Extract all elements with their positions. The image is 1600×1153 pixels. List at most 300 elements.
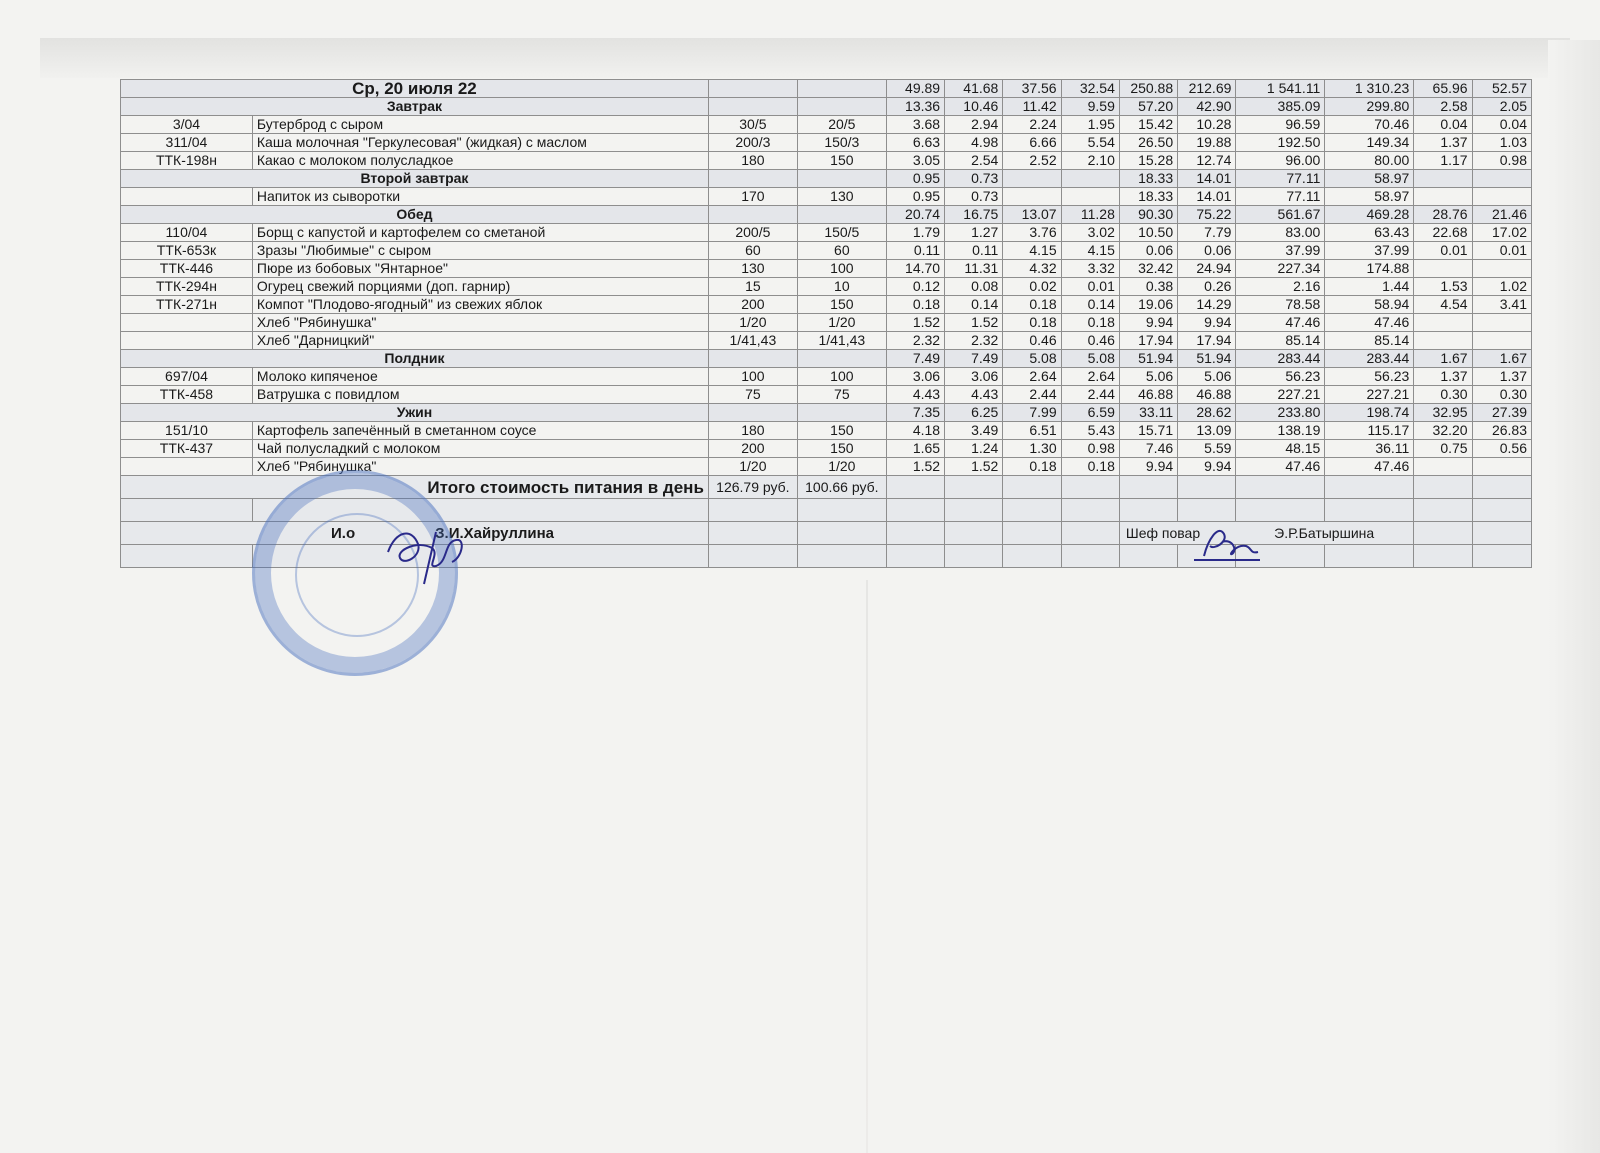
value-cell: 3.06 (945, 368, 1003, 386)
dish-name: Каша молочная "Геркулесовая" (жидкая) с маслом (252, 134, 708, 152)
value-cell: 0.11 (945, 242, 1003, 260)
portion-younger: 75 (797, 386, 886, 404)
recipe-code: 697/04 (121, 368, 253, 386)
value-cell: 20.74 (886, 206, 944, 224)
portion-younger: 150 (797, 152, 886, 170)
value-cell: 0.12 (886, 278, 944, 296)
value-cell: 1.67 (1414, 350, 1472, 368)
value-cell: 17.94 (1178, 332, 1236, 350)
value-cell: 5.54 (1061, 134, 1119, 152)
value-cell: 28.62 (1178, 404, 1236, 422)
portion-older: 75 (708, 386, 797, 404)
empty-cell (1061, 545, 1119, 568)
value-cell: 283.44 (1236, 350, 1325, 368)
recipe-code: 311/04 (121, 134, 253, 152)
empty-cell (1061, 522, 1119, 545)
dish-name: Огурец свежий порциями (доп. гарнир) (252, 278, 708, 296)
value-cell: 77.11 (1236, 188, 1325, 206)
value-cell: 2.94 (945, 116, 1003, 134)
value-cell: 0.46 (1003, 332, 1061, 350)
cost-older: 126.79 руб. (708, 476, 797, 499)
value-cell: 3.68 (886, 116, 944, 134)
value-cell: 283.44 (1325, 350, 1414, 368)
empty-cell (708, 522, 797, 545)
dish-row (121, 242, 1532, 260)
dish-name: Пюре из бобовых "Янтарное" (252, 260, 708, 278)
empty-cell (1472, 499, 1531, 522)
recipe-code: ТТК-446 (121, 260, 253, 278)
value-cell: 10.50 (1119, 224, 1177, 242)
value-cell (1472, 458, 1531, 476)
value-cell: 14.01 (1178, 170, 1236, 188)
dish-name: Борщ с капустой и картофелем со сметаной (252, 224, 708, 242)
empty-cell (1178, 545, 1236, 568)
value-cell: 3.49 (945, 422, 1003, 440)
value-cell: 9.94 (1178, 314, 1236, 332)
empty-cell (1325, 476, 1414, 499)
total-cost-row (121, 476, 1532, 499)
value-cell: 26.83 (1472, 422, 1531, 440)
value-cell: 3.06 (886, 368, 944, 386)
section-header-row (121, 170, 1532, 188)
empty-cell (1178, 476, 1236, 499)
dish-name: Напиток из сыворотки (252, 188, 708, 206)
recipe-code: ТТК-198н (121, 152, 253, 170)
empty-cell (1414, 499, 1472, 522)
value-cell: 1.37 (1414, 368, 1472, 386)
signer-right-role: Шеф повар (1125, 524, 1201, 541)
portion-older: 30/5 (708, 116, 797, 134)
value-cell: 48.15 (1236, 440, 1325, 458)
empty-cell (1061, 499, 1119, 522)
value-cell (1472, 332, 1531, 350)
empty-cell (886, 522, 944, 545)
value-cell: 5.59 (1178, 440, 1236, 458)
value-cell: 2.16 (1236, 278, 1325, 296)
value-cell: 6.25 (945, 404, 1003, 422)
value-cell: 63.43 (1325, 224, 1414, 242)
portion-younger: 1/20 (797, 458, 886, 476)
empty-cell (1472, 522, 1531, 545)
value-cell: 15.71 (1119, 422, 1177, 440)
value-cell: 18.33 (1119, 188, 1177, 206)
value-cell: 5.08 (1061, 350, 1119, 368)
value-cell: 42.90 (1178, 98, 1236, 116)
value-cell: 299.80 (1325, 98, 1414, 116)
value-cell: 32.42 (1119, 260, 1177, 278)
value-cell: 47.46 (1236, 458, 1325, 476)
value-cell: 46.88 (1119, 386, 1177, 404)
value-cell: 78.58 (1236, 296, 1325, 314)
value-cell: 80.00 (1325, 152, 1414, 170)
recipe-code (121, 314, 253, 332)
signer-right-name: Э.Р.Батыршина (1274, 524, 1375, 541)
recipe-code (121, 458, 253, 476)
value-cell: 0.11 (886, 242, 944, 260)
value-cell: 19.88 (1178, 134, 1236, 152)
value-cell: 9.59 (1061, 98, 1119, 116)
empty-cell (945, 545, 1003, 568)
recipe-code: 110/04 (121, 224, 253, 242)
value-cell: 3.05 (886, 152, 944, 170)
recipe-code: ТТК-437 (121, 440, 253, 458)
value-cell: 18.33 (1119, 170, 1177, 188)
empty-cell (708, 170, 797, 188)
value-cell: 227.21 (1325, 386, 1414, 404)
portion-younger: 10 (797, 278, 886, 296)
value-cell: 13.36 (886, 98, 944, 116)
dish-name: Картофель запечённый в сметанном соусе (252, 422, 708, 440)
empty-cell (1236, 545, 1325, 568)
value-cell: 77.11 (1236, 170, 1325, 188)
value-cell: 1.02 (1472, 278, 1531, 296)
portion-younger: 100 (797, 368, 886, 386)
value-cell: 2.05 (1472, 98, 1531, 116)
value-cell: 9.94 (1119, 458, 1177, 476)
value-cell: 3.76 (1003, 224, 1061, 242)
value-cell: 6.63 (886, 134, 944, 152)
empty-cell (797, 522, 886, 545)
spacer-row (121, 545, 1532, 568)
value-cell: 32.95 (1414, 404, 1472, 422)
section-title: Обед (121, 206, 709, 224)
value-cell: 0.18 (1061, 314, 1119, 332)
empty-cell (708, 404, 797, 422)
portion-older: 200 (708, 440, 797, 458)
value-cell: 85.14 (1325, 332, 1414, 350)
empty-cell (1119, 476, 1177, 499)
value-cell: 0.06 (1178, 242, 1236, 260)
value-cell: 2.44 (1003, 386, 1061, 404)
value-cell: 0.18 (1003, 458, 1061, 476)
cost-younger: 100.66 руб. (797, 476, 886, 499)
value-cell: 385.09 (1236, 98, 1325, 116)
total-cost-label: Итого стоимость питания в день (121, 476, 709, 499)
value-cell: 0.04 (1472, 116, 1531, 134)
value-cell: 2.44 (1061, 386, 1119, 404)
section-title: Ужин (121, 404, 709, 422)
empty-cell (1472, 545, 1531, 568)
section-title: Второй завтрак (121, 170, 709, 188)
value-cell: 0.38 (1119, 278, 1177, 296)
portion-younger: 100 (797, 260, 886, 278)
value-cell: 4.98 (945, 134, 1003, 152)
value-cell: 250.88 (1119, 80, 1177, 98)
value-cell: 51.94 (1119, 350, 1177, 368)
empty-cell (886, 545, 944, 568)
value-cell (1414, 332, 1472, 350)
value-cell (1414, 188, 1472, 206)
value-cell: 1.30 (1003, 440, 1061, 458)
section-header-row (121, 404, 1532, 422)
value-cell (1414, 170, 1472, 188)
portion-younger: 150 (797, 422, 886, 440)
empty-cell (797, 499, 886, 522)
value-cell: 1.17 (1414, 152, 1472, 170)
value-cell (1003, 170, 1061, 188)
value-cell: 227.34 (1236, 260, 1325, 278)
empty-cell (1472, 476, 1531, 499)
value-cell (1003, 188, 1061, 206)
value-cell: 1.37 (1472, 368, 1531, 386)
empty-cell (1119, 499, 1177, 522)
value-cell: 1.65 (886, 440, 944, 458)
dish-row (121, 278, 1532, 296)
dish-name: Зразы "Любимые" с сыром (252, 242, 708, 260)
spacer-row (121, 499, 1532, 522)
empty-cell (708, 206, 797, 224)
value-cell: 13.07 (1003, 206, 1061, 224)
value-cell: 32.54 (1061, 80, 1119, 98)
value-cell: 0.01 (1414, 242, 1472, 260)
empty-cell (945, 499, 1003, 522)
value-cell: 198.74 (1325, 404, 1414, 422)
value-cell: 96.00 (1236, 152, 1325, 170)
value-cell: 2.58 (1414, 98, 1472, 116)
dish-row (121, 134, 1532, 152)
value-cell: 5.06 (1178, 368, 1236, 386)
value-cell: 0.26 (1178, 278, 1236, 296)
empty-cell (1236, 476, 1325, 499)
empty-cell (797, 98, 886, 116)
empty-cell (1325, 499, 1414, 522)
value-cell: 90.30 (1119, 206, 1177, 224)
value-cell: 10.46 (945, 98, 1003, 116)
empty-cell (1003, 545, 1061, 568)
value-cell (1472, 314, 1531, 332)
portion-older: 200 (708, 296, 797, 314)
value-cell: 47.46 (1325, 314, 1414, 332)
menu-table (120, 79, 1532, 568)
value-cell: 51.94 (1178, 350, 1236, 368)
value-cell: 7.35 (886, 404, 944, 422)
value-cell (1061, 170, 1119, 188)
value-cell: 1 310.23 (1325, 80, 1414, 98)
portion-older: 1/41,43 (708, 332, 797, 350)
value-cell: 46.88 (1178, 386, 1236, 404)
dish-row (121, 296, 1532, 314)
empty-cell (708, 98, 797, 116)
value-cell: 174.88 (1325, 260, 1414, 278)
dish-row (121, 422, 1532, 440)
value-cell: 1.37 (1414, 134, 1472, 152)
value-cell: 4.15 (1061, 242, 1119, 260)
portion-older: 200/5 (708, 224, 797, 242)
empty-cell (797, 350, 886, 368)
value-cell: 16.75 (945, 206, 1003, 224)
value-cell: 37.99 (1325, 242, 1414, 260)
value-cell: 0.73 (945, 170, 1003, 188)
value-cell: 37.99 (1236, 242, 1325, 260)
value-cell: 1.79 (886, 224, 944, 242)
dish-row (121, 152, 1532, 170)
value-cell: 1.24 (945, 440, 1003, 458)
value-cell (1414, 458, 1472, 476)
value-cell: 1.52 (886, 314, 944, 332)
portion-older: 170 (708, 188, 797, 206)
value-cell: 41.68 (945, 80, 1003, 98)
value-cell: 2.52 (1003, 152, 1061, 170)
value-cell: 9.94 (1178, 458, 1236, 476)
value-cell: 0.95 (886, 188, 944, 206)
portion-older: 15 (708, 278, 797, 296)
value-cell: 22.68 (1414, 224, 1472, 242)
value-cell: 3.02 (1061, 224, 1119, 242)
dish-row (121, 386, 1532, 404)
dish-row (121, 260, 1532, 278)
dish-row (121, 332, 1532, 350)
value-cell: 192.50 (1236, 134, 1325, 152)
value-cell: 27.39 (1472, 404, 1531, 422)
signature-left-block (121, 522, 709, 545)
value-cell: 12.74 (1178, 152, 1236, 170)
dish-name: Бутерброд с сыром (252, 116, 708, 134)
value-cell: 37.56 (1003, 80, 1061, 98)
value-cell: 4.43 (886, 386, 944, 404)
empty-cell (1003, 476, 1061, 499)
value-cell: 0.14 (1061, 296, 1119, 314)
empty-cell (797, 80, 886, 98)
dish-name: Какао с молоком полусладкое (252, 152, 708, 170)
portion-older: 100 (708, 368, 797, 386)
value-cell: 5.06 (1119, 368, 1177, 386)
signer-left-name: З.И.Хайруллина (435, 524, 554, 542)
portion-younger: 150 (797, 440, 886, 458)
value-cell: 4.54 (1414, 296, 1472, 314)
value-cell (1414, 314, 1472, 332)
value-cell: 52.57 (1472, 80, 1531, 98)
dish-row (121, 188, 1532, 206)
value-cell: 32.20 (1414, 422, 1472, 440)
value-cell: 56.23 (1325, 368, 1414, 386)
value-cell: 0.30 (1414, 386, 1472, 404)
value-cell: 0.06 (1119, 242, 1177, 260)
value-cell: 4.32 (1003, 260, 1061, 278)
empty-cell (1414, 545, 1472, 568)
value-cell: 1.27 (945, 224, 1003, 242)
dish-name: Молоко кипяченое (252, 368, 708, 386)
portion-older: 130 (708, 260, 797, 278)
value-cell: 58.97 (1325, 170, 1414, 188)
portion-older: 1/20 (708, 458, 797, 476)
recipe-code: ТТК-458 (121, 386, 253, 404)
dish-name: Чай полусладкий с молоком (252, 440, 708, 458)
value-cell: 9.94 (1119, 314, 1177, 332)
dish-name: Хлеб "Рябинушка" (252, 458, 708, 476)
value-cell: 65.96 (1414, 80, 1472, 98)
value-cell: 0.18 (1003, 296, 1061, 314)
value-cell: 1 541.11 (1236, 80, 1325, 98)
portion-older: 200/3 (708, 134, 797, 152)
dish-name: Хлеб "Рябинушка" (252, 314, 708, 332)
value-cell: 6.66 (1003, 134, 1061, 152)
value-cell: 1.52 (886, 458, 944, 476)
empty-cell (797, 404, 886, 422)
value-cell: 149.34 (1325, 134, 1414, 152)
value-cell: 7.79 (1178, 224, 1236, 242)
value-cell: 115.17 (1325, 422, 1414, 440)
empty-cell (886, 476, 944, 499)
value-cell: 6.51 (1003, 422, 1061, 440)
value-cell: 2.32 (945, 332, 1003, 350)
empty-cell (1414, 522, 1472, 545)
value-cell: 469.28 (1325, 206, 1414, 224)
value-cell: 24.94 (1178, 260, 1236, 278)
value-cell: 1.95 (1061, 116, 1119, 134)
value-cell: 4.18 (886, 422, 944, 440)
dish-row (121, 314, 1532, 332)
portion-younger: 1/20 (797, 314, 886, 332)
recipe-code: ТТК-294н (121, 278, 253, 296)
empty-cell (1119, 545, 1177, 568)
value-cell: 75.22 (1178, 206, 1236, 224)
value-cell: 0.98 (1472, 152, 1531, 170)
empty-cell (708, 499, 797, 522)
empty-cell (708, 80, 797, 98)
value-cell: 1.67 (1472, 350, 1531, 368)
portion-older: 60 (708, 242, 797, 260)
recipe-code (121, 332, 253, 350)
empty-cell (945, 522, 1003, 545)
value-cell: 21.46 (1472, 206, 1531, 224)
value-cell: 10.28 (1178, 116, 1236, 134)
value-cell: 1.52 (945, 314, 1003, 332)
value-cell: 3.32 (1061, 260, 1119, 278)
value-cell: 0.75 (1414, 440, 1472, 458)
value-cell: 14.01 (1178, 188, 1236, 206)
value-cell: 2.32 (886, 332, 944, 350)
dish-name: Ватрушка с повидлом (252, 386, 708, 404)
value-cell: 561.67 (1236, 206, 1325, 224)
recipe-code: ТТК-271н (121, 296, 253, 314)
empty-cell (797, 170, 886, 188)
value-cell: 14.70 (886, 260, 944, 278)
recipe-code: 151/10 (121, 422, 253, 440)
value-cell: 2.54 (945, 152, 1003, 170)
value-cell (1472, 260, 1531, 278)
value-cell: 17.94 (1119, 332, 1177, 350)
value-cell: 227.21 (1236, 386, 1325, 404)
value-cell: 11.28 (1061, 206, 1119, 224)
value-cell: 58.94 (1325, 296, 1414, 314)
value-cell: 6.59 (1061, 404, 1119, 422)
recipe-code: ТТК-653к (121, 242, 253, 260)
empty-cell (1414, 476, 1472, 499)
dish-row (121, 368, 1532, 386)
value-cell: 1.03 (1472, 134, 1531, 152)
value-cell: 70.46 (1325, 116, 1414, 134)
empty-cell (1325, 545, 1414, 568)
value-cell: 4.15 (1003, 242, 1061, 260)
empty-cell (797, 545, 886, 568)
value-cell: 7.46 (1119, 440, 1177, 458)
value-cell (1414, 260, 1472, 278)
value-cell: 47.46 (1325, 458, 1414, 476)
portion-younger: 150/3 (797, 134, 886, 152)
day-header-row (121, 80, 1532, 98)
signature-right-block (1119, 522, 1413, 545)
value-cell: 5.08 (1003, 350, 1061, 368)
section-header-row (121, 350, 1532, 368)
value-cell: 0.95 (886, 170, 944, 188)
value-cell (1472, 170, 1531, 188)
portion-younger: 130 (797, 188, 886, 206)
value-cell: 0.08 (945, 278, 1003, 296)
value-cell: 233.80 (1236, 404, 1325, 422)
section-title: Полдник (121, 350, 709, 368)
portion-older: 180 (708, 422, 797, 440)
value-cell: 7.99 (1003, 404, 1061, 422)
